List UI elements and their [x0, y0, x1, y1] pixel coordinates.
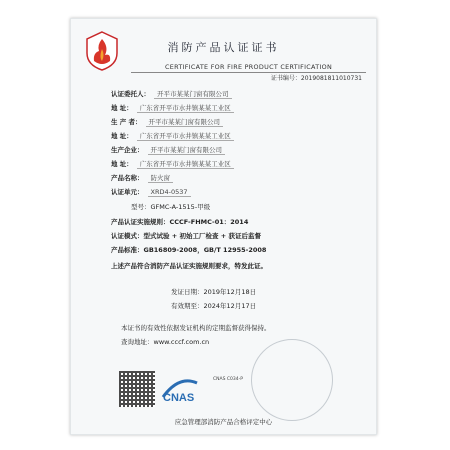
field-label: 地 址：	[111, 104, 133, 112]
field-value: 防火窗	[148, 174, 174, 183]
issue-date: 发证日期：2019年12月18日	[171, 288, 257, 296]
model-line: 型号：GFMC-A-1515-甲级	[131, 203, 211, 211]
query-note: 查询地址：www.cccf.com.cn	[121, 338, 210, 346]
qr-code-pattern	[119, 371, 155, 407]
field-value: 广东省开平市水井镇某某工业区	[137, 160, 234, 169]
certificate-number: 证书编号：2019081811010731	[270, 75, 362, 82]
issuing-authority: 应急管理部消防产品合格评定中心	[174, 418, 273, 426]
field-value: 开平市某某门窗有限公司	[148, 146, 226, 155]
valid-date: 有效期至：2024年12月17日	[171, 302, 257, 310]
mode-line: 认证模式：型式试验 + 初始工厂检查 + 获证后监督	[111, 232, 261, 240]
field-product-name	[111, 173, 173, 182]
statement-line: 上述产品符合消防产品认证实施规则要求，特发此证。	[111, 262, 267, 270]
standard-line: 产品标准：GB16809-2008，GB/T 12955-2008	[111, 246, 267, 254]
cnas-logo-icon	[159, 373, 201, 405]
field-manufacturer-address	[111, 131, 234, 140]
field-label: 认证单元：	[111, 188, 144, 196]
field-value: 开平市某某门窗有限公司	[154, 90, 232, 99]
field-label: 生 产 者：	[111, 118, 142, 126]
field-value: XRD4-0537	[148, 188, 191, 197]
field-label: 产品名称：	[111, 174, 144, 182]
field-value: 开平市某某门窗有限公司	[146, 118, 224, 127]
field-label: 生产企业：	[111, 146, 144, 154]
cnas-code: CNAS C034-P	[213, 377, 243, 382]
qr-code[interactable]	[119, 371, 155, 407]
field-value: 广东省开平市水井镇某某工业区	[137, 104, 234, 113]
field-manufacturer	[111, 117, 223, 126]
field-cert-unit	[111, 187, 191, 196]
field-applicant-address	[111, 103, 234, 112]
field-applicant	[111, 89, 232, 98]
field-factory-address	[111, 159, 234, 168]
official-seal	[251, 339, 333, 421]
field-label: 地 址：	[111, 160, 133, 168]
validity-note: 本证书的有效性依据发证机构的定期监督获得保持。	[121, 324, 271, 332]
field-factory	[111, 145, 225, 154]
field-label: 认证委托人：	[111, 90, 150, 98]
certificate-title: 消防产品认证证书	[167, 41, 280, 54]
certificate-paper	[70, 18, 377, 435]
certificate-title-english: CERTIFICATE FOR FIRE PRODUCT CERTIFICATION	[131, 63, 366, 73]
field-value: 广东省开平市水井镇某某工业区	[137, 132, 234, 141]
rules-line: 产品认证实施规则：CCCF-FHMC-01：2014	[111, 218, 249, 226]
field-label: 地 址：	[111, 132, 133, 140]
cnas-logo-text: CNAS	[163, 392, 195, 404]
